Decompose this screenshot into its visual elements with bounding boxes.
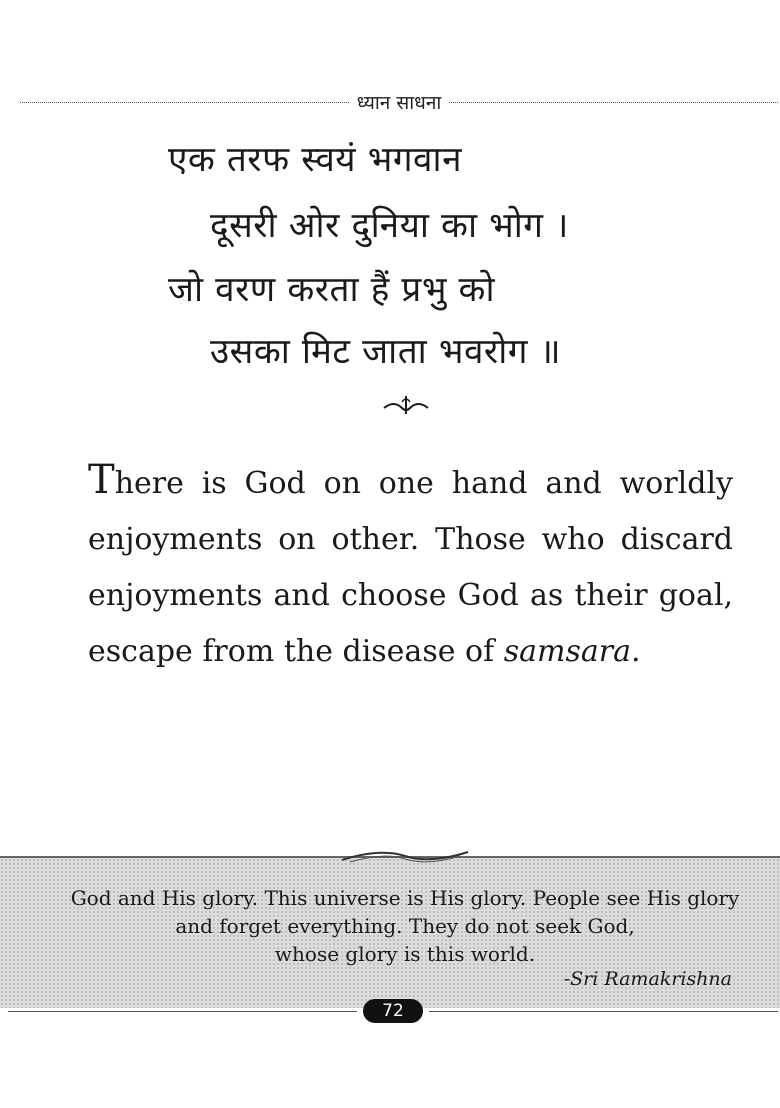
paragraph-end: . [630, 634, 641, 669]
flourish-ornament-icon [340, 846, 470, 868]
english-paragraph [88, 452, 733, 680]
verse-line-1: एक तरफ स्वयं भगवान [168, 140, 462, 180]
page-footer [8, 998, 778, 1024]
paragraph-text: here is God on one hand and worldly enjoyments on other. Those who discard enjoyments and choose God as their goal, escape from the disease of [88, 466, 733, 669]
quote-line-1: God and His glory. This universe is His glory. People see His glory [70, 886, 740, 910]
fleuron-ornament-icon [380, 392, 432, 418]
header-rule-right [449, 102, 778, 103]
footer-rule-right [429, 1011, 778, 1012]
footer-rule-left [8, 1011, 357, 1012]
drop-cap: T [88, 457, 115, 503]
verse-line-3: जो वरण करता हैं प्रभु को [168, 270, 496, 310]
page-number-badge: 72 [363, 999, 423, 1023]
running-header [20, 88, 778, 116]
verse-line-2: दूसरी ओर दुनिया का भोग । [210, 206, 569, 246]
verse-line-4: उसका मिट जाता भवरोग ॥ [210, 332, 562, 372]
quote-line-3: whose glory is this world. [274, 942, 536, 966]
quote-box [0, 856, 780, 1008]
header-title: ध्यान साधना [356, 92, 442, 114]
quote-line-2: and forget everything. They do not seek God, [175, 914, 635, 938]
paragraph-italic-term: samsara [503, 634, 631, 669]
quote-author: -Sri Ramakrishna [563, 968, 732, 990]
quote-text [70, 884, 740, 968]
header-rule-left [20, 102, 349, 103]
